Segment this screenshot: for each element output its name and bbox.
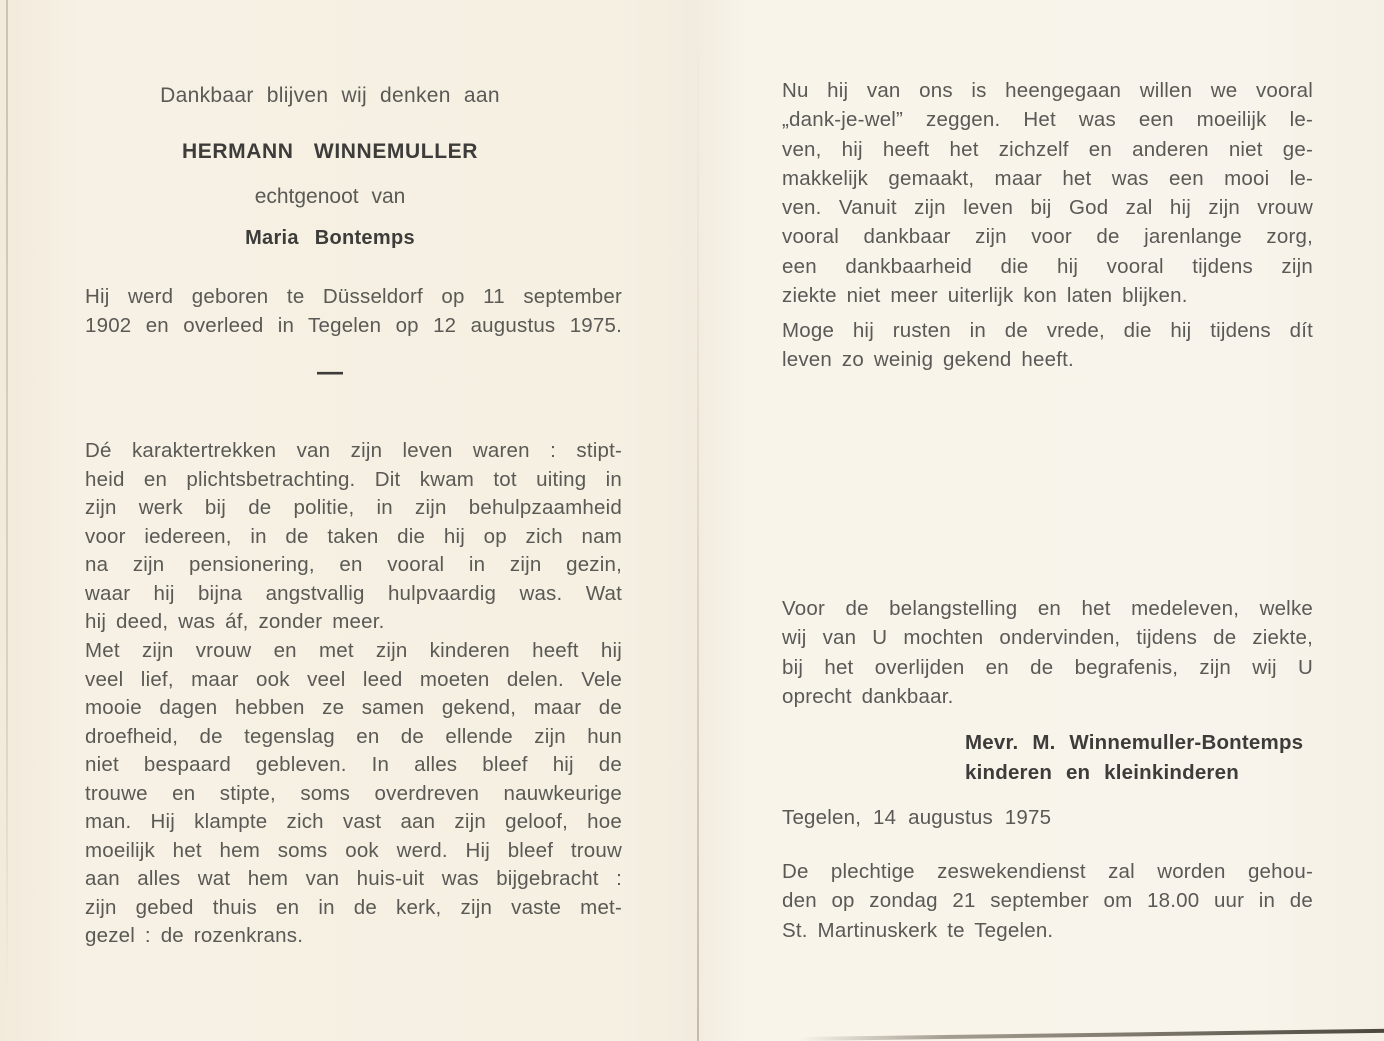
text-line: vooral dankbaar zijn voor de jarenlange zorg, — [782, 225, 1313, 249]
text-line: waar hij bijna angstvallig hulpvaardig was. Wat — [85, 581, 622, 605]
text-line: makkelijk gemaakt, maar het was een mooi le- — [782, 166, 1313, 190]
text-line: ven, hij heeft het zichzelf en anderen niet ge- — [782, 137, 1313, 161]
text-line: een dankbaarheid die hij vooral tijdens zijn — [782, 254, 1313, 278]
text-line: aan alles wat hem van huis-uit was bijgebracht : — [85, 867, 622, 890]
text-line: Nu hij van ons is heengegaan willen we vooral — [782, 79, 1313, 102]
text-line: leven zo weinig gekend heeft. — [782, 348, 1074, 372]
signature-children: kinderen en kleinkinderen — [965, 761, 1239, 784]
text-line: zijn werk bij de politie, in zijn behulpzaamheid — [85, 496, 622, 519]
fold-line — [697, 0, 699, 1041]
paper-edge-bottom — [800, 1029, 1384, 1041]
signature-widow: Mevr. M. Winnemuller-Bontemps — [965, 731, 1304, 754]
text-line: na zijn pensionering, en vooral in zijn gezin, — [85, 553, 622, 576]
text-line: „dank-je-wel” zeggen. Het was een moeilijk le- — [782, 108, 1313, 132]
spouse-name: Maria Bontemps — [245, 227, 415, 249]
text-line: ziekte niet meer uiterlijk kon laten blijken. — [782, 284, 1188, 308]
intro-line: Dankbaar blijven wij denken aan — [160, 84, 500, 107]
text-line: wij van U mochten ondervinden, tijdens de ziekte, — [782, 626, 1313, 650]
text-line: voor iedereen, in de taken die hij op zich nam — [85, 524, 622, 548]
character-paragraph — [85, 437, 622, 637]
text-line: De plechtige zeswekendienst zal worden gehou- — [782, 860, 1313, 883]
text-line: droefheid, de tegenslag en de ellende zijn hun — [85, 724, 622, 748]
service-paragraph — [782, 857, 1313, 945]
signature-block — [965, 728, 1325, 788]
text-line: veel lief, maar ook veel leed moeten delen. Vele — [85, 667, 622, 691]
text-line: moeilijk het hem soms ook werd. Hij bleef trouw — [85, 838, 622, 862]
text-line: den op zondag 21 september om 18.00 uur in de — [782, 889, 1313, 913]
text-line: Hij werd geboren te Düsseldorf op 11 september — [85, 285, 622, 308]
paper-edge-left — [6, 0, 8, 1000]
thanks-paragraph — [782, 594, 1313, 711]
family-paragraph — [85, 637, 622, 951]
text-line: hij deed, was áf, zonder meer. — [85, 610, 385, 633]
rest-in-peace-paragraph — [782, 316, 1313, 375]
farewell-paragraph — [782, 76, 1313, 310]
text-line: niet bespaard gebleven. In alles bleef hij de — [85, 753, 622, 776]
text-line: heid en plichtsbetrachting. Dit kwam tot uiting in — [85, 467, 622, 491]
text-line: Dé karaktertrekken van zijn leven waren : stipt- — [85, 439, 622, 462]
text-line: 1902 en overleed in Tegelen op 12 augustus 1975. — [85, 313, 622, 337]
text-line: Met zijn vrouw en met zijn kinderen heeft hij — [85, 639, 622, 662]
text-line: bij het overlijden en de begrafenis, zijn wij U — [782, 655, 1313, 679]
text-line: Voor de belangstelling en het medeleven, welke — [782, 597, 1313, 620]
text-line: zijn gebed thuis en in de kerk, zijn vaste met- — [85, 895, 622, 919]
text-line: mooie dagen hebben ze samen gekend, maar de — [85, 696, 622, 719]
deceased-name: HERMANN WINNEMULLER — [181, 140, 479, 163]
text-line: St. Martinuskerk te Tegelen. — [782, 918, 1054, 942]
text-line: gezel : de rozenkrans. — [85, 924, 304, 947]
text-line: ven. Vanuit zijn leven bij God zal hij zijn vrouw — [782, 196, 1313, 220]
dateline: Tegelen, 14 augustus 1975 — [782, 806, 1052, 829]
text-line: oprecht dankbaar. — [782, 684, 954, 708]
separator-dash: — — [317, 356, 343, 386]
text-line: man. Hij klampte zich vast aan zijn geloof, hoe — [85, 810, 622, 833]
relation-line: echtgenoot van — [254, 185, 406, 208]
birth-death-paragraph — [85, 283, 622, 340]
text-line: Moge hij rusten in de vrede, die hij tijdens dít — [782, 319, 1313, 342]
text-line: trouwe en stipte, soms overdreven nauwkeurige — [85, 781, 622, 805]
